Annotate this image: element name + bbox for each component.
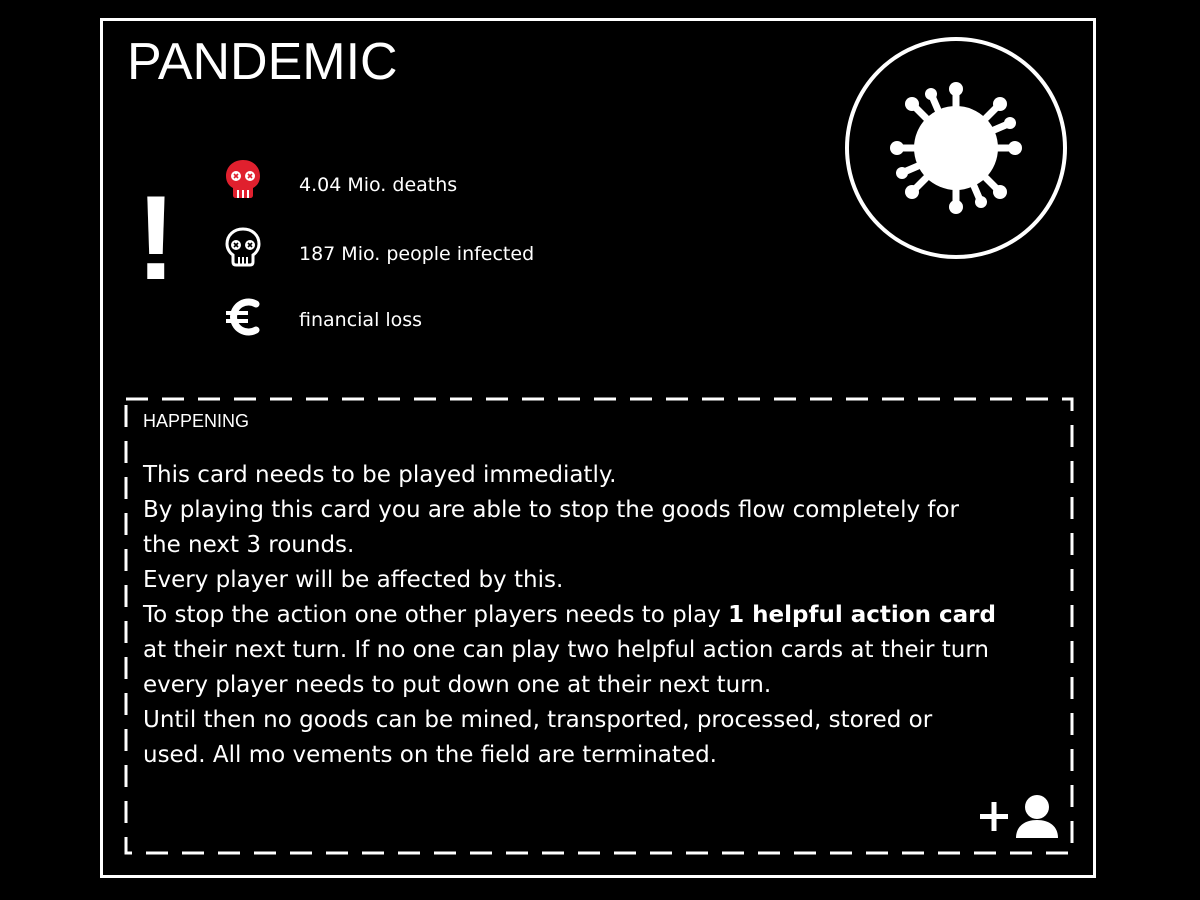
add-player-icon <box>978 792 1060 842</box>
happening-line: By playing this card you are able to stop the goods flow completely for <box>143 497 960 523</box>
happening-line <box>143 598 1063 633</box>
infected-stat: 187 Mio. people infected <box>299 243 535 265</box>
happening-line: the next 3 rounds. <box>143 532 355 558</box>
happening-line: used. All mo vements on the field are terminated. <box>143 742 717 768</box>
happening-line: Until then no goods can be mined, transported, processed, stored or <box>143 707 933 733</box>
card-title: PANDEMIC <box>127 33 398 91</box>
alert-exclamation: ! <box>136 171 176 305</box>
happening-label: HAPPENING <box>143 411 250 431</box>
virus-icon <box>890 82 1022 214</box>
happening-line: every player needs to put down one at their next turn. <box>143 672 772 698</box>
skull-icon <box>222 226 264 268</box>
euro-icon <box>222 296 264 338</box>
happening-text <box>143 458 1063 773</box>
happening-line: Every player will be affected by this. <box>143 567 564 593</box>
happening-line-part: To stop the action one other players needs to play <box>143 602 729 628</box>
happening-line: at their next turn. If no one can play two helpful action cards at their turn <box>143 637 989 663</box>
helpful-action-card-emphasis: 1 helpful action card <box>728 602 996 628</box>
financial-stat: financial loss <box>299 309 423 331</box>
skull-red-icon <box>222 158 264 200</box>
deaths-stat: 4.04 Mio. deaths <box>299 174 458 196</box>
virus-emblem <box>845 37 1067 259</box>
happening-line: This card needs to be played immediatly. <box>143 462 617 488</box>
